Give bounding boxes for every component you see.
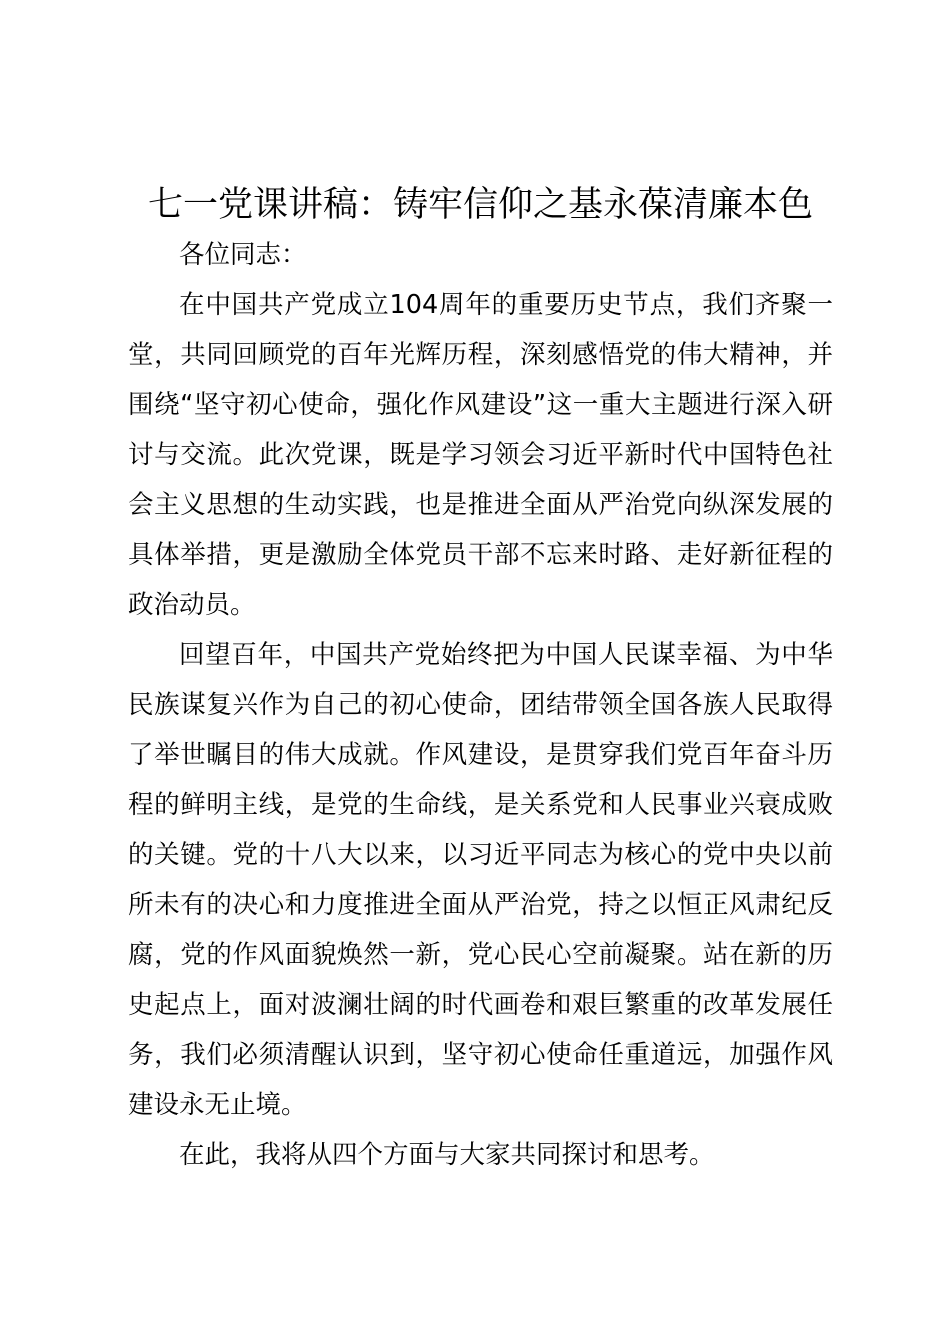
paragraph-outline: 在此，我将从四个方面与大家共同探讨和思考。 (179, 1140, 715, 1170)
salutation: 各位同志： (179, 240, 307, 270)
document-title: 七一党课讲稿：铸牢信仰之基永葆清廉本色 (147, 185, 813, 225)
paragraph-review: 回望百年，中国共产党始终把为中国人民谋幸福、为中华民族谋复兴作为自己的初心使命，团结带领全国各族人民取得了举世瞩目的伟大成就。作风建设，是贯穿我们党百年奋斗历程的鲜明主线，是党的生命线，是关系党和人民事业兴衰成败的关键。党的十八大以来，以习近平同志为核心的党中央以前所未有的决心和力度推进全面从严治党，持之以恒正风肃纪反腐，党的作风面貌焕然一新，党心民心空前凝聚。站在新的历史起点上，面对波澜壮阔的时代画卷和艰巨繁重的改革发展任务，我们必须清醒认识到，坚守初心使命任重道远，加强作风建设永无止境。 (128, 640, 833, 1120)
document-page (128, 180, 833, 1180)
paragraph-intro: 在中国共产党成立104周年的重要历史节点，我们齐聚一堂，共同回顾党的百年光辉历程，深刻感悟党的伟大精神，并围绕“坚守初心使命，强化作风建设”这一重大主题进行深入研讨与交流。此次党课，既是学习领会习近平新时代中国特色社会主义思想的生动实践，也是推进全面从严治党向纵深发展的具体举措，更是激励全体党员干部不忘来时路、走好新征程的政治动员。 (128, 290, 833, 620)
